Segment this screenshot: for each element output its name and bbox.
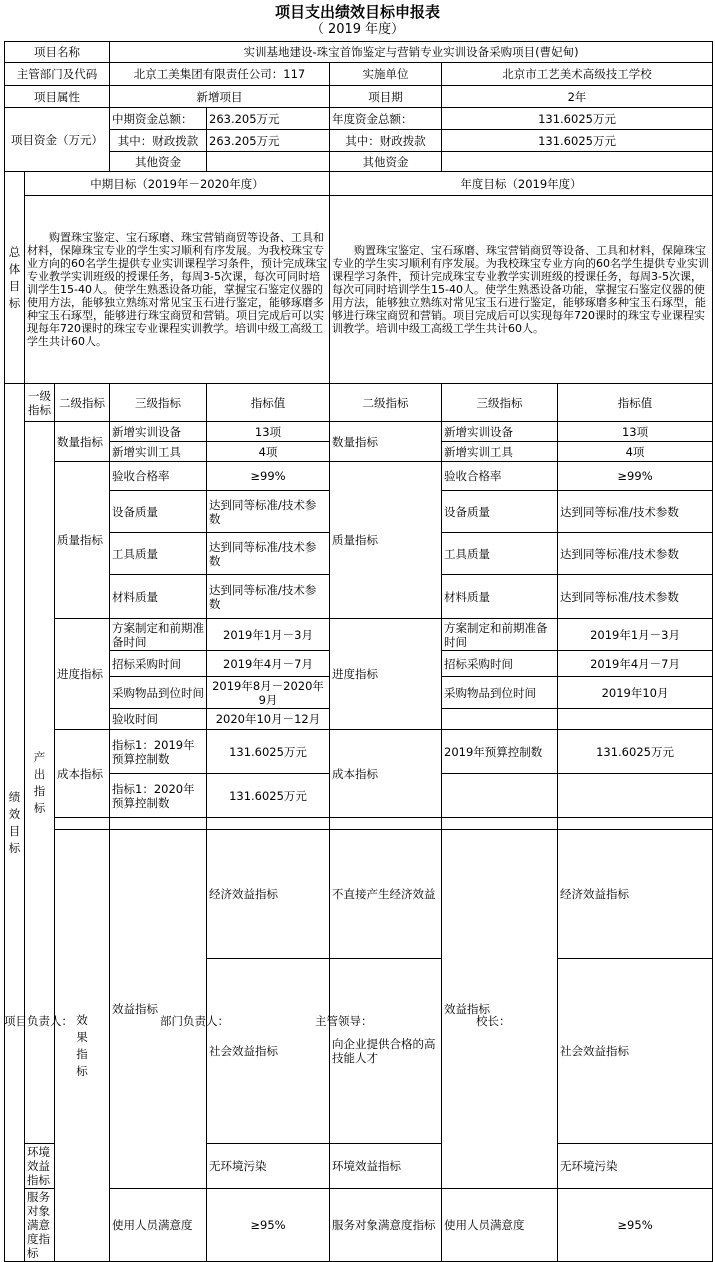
project-name-value: 实训基地建设-珠宝首饰鉴定与营销专业实训设备采购项目(曹妃甸) — [110, 42, 713, 63]
dept-value: 北京工美集团有限责任公司：117 — [110, 63, 330, 86]
value-cell: 达到同等标准/技术参数 — [207, 575, 330, 619]
lvl3-cell: 验收合格率 — [110, 462, 207, 491]
progress-label-b: 进度指标 — [330, 619, 442, 730]
cost-label: 成本指标 — [55, 730, 110, 818]
attr-row — [5, 86, 713, 108]
header-value: 指标值 — [207, 384, 330, 422]
dept-lead-label: 部门负责人： — [160, 1014, 229, 1028]
year-other-value — [442, 152, 713, 172]
table-row — [5, 730, 713, 774]
value-cell: 2020年10月－12月 — [207, 709, 330, 730]
year-other-label: 其他资金 — [330, 152, 442, 172]
table-row — [5, 818, 713, 830]
satisfaction-label-b: 服务对象满意度指标 — [330, 1189, 442, 1262]
lvl3-cell: 指标1：2019年预算控制数 — [110, 730, 207, 774]
value-cell: 向企业提供合格的高技能人才 — [330, 959, 442, 1144]
form-year: （ 2019 年度） — [310, 22, 405, 37]
table-row — [5, 462, 713, 491]
cost-label-b: 成本指标 — [330, 730, 442, 818]
empty-cell — [442, 818, 558, 830]
year-fin-label: 其中：财政拨款 — [330, 130, 442, 152]
value-cell: 2019年8月－2020年9月 — [207, 677, 330, 709]
table-row — [5, 619, 713, 651]
value-cell: 达到同等标准/技术参数 — [207, 533, 330, 575]
header-lvl1: 一级指标 — [25, 384, 55, 422]
signature-footer — [0, 1013, 715, 1031]
goals-text-row — [5, 196, 713, 384]
value-cell: 2019年4月－7月 — [207, 651, 330, 677]
lvl3-cell-b: 社会效益指标 — [558, 959, 713, 1144]
principal-label: 校长： — [476, 1014, 511, 1028]
value-cell-b: 达到同等标准/技术参数 — [558, 575, 713, 619]
empty-cell — [330, 818, 442, 830]
value-cell-b — [558, 709, 713, 730]
year-total-label: 年度资金总额： — [330, 108, 442, 130]
form-title: 项目支出绩效目标申报表 — [274, 3, 440, 21]
value-cell-b: 13项 — [558, 422, 713, 442]
value-cell-b: 2019年4月－7月 — [558, 651, 713, 677]
value-cell-b: 达到同等标准/技术参数 — [558, 491, 713, 533]
value-cell-b: 达到同等标准/技术参数 — [558, 533, 713, 575]
lvl3-cell: 社会效益指标 — [207, 959, 330, 1144]
value-cell: 13项 — [207, 422, 330, 442]
lvl3-cell-b: 采购物品到位时间 — [442, 677, 558, 709]
value-cell-b: ≥99% — [558, 462, 713, 491]
value-cell: 不直接产生经济效益 — [330, 830, 442, 959]
value-cell: 无环境污染 — [207, 1144, 330, 1189]
lvl3-cell-b: 工具质量 — [442, 533, 558, 575]
value-cell-b: 131.6025万元 — [558, 730, 713, 774]
header-value-b: 指标值 — [558, 384, 713, 422]
goals-header-row — [5, 172, 713, 196]
value-cell: 4项 — [207, 442, 330, 462]
quality-label-b: 质量指标 — [330, 462, 442, 619]
value-cell-b — [558, 774, 713, 818]
lvl3-cell: 指标1：2020年预算控制数 — [110, 774, 207, 818]
lvl3-cell: 方案制定和前期准备时间 — [110, 619, 207, 651]
lvl3-cell: 验收时间 — [110, 709, 207, 730]
indicator-header-row — [5, 384, 713, 422]
output-indicator-label: 产 出 指 标 — [25, 422, 55, 1144]
value-cell: ≥95% — [207, 1189, 330, 1262]
lvl3-cell-b: 新增实训工具 — [442, 442, 558, 462]
table-row — [5, 1189, 713, 1262]
attr-label: 项目属性 — [5, 86, 110, 108]
lvl3-cell: 材料质量 — [110, 575, 207, 619]
value-cell: ≥99% — [207, 462, 330, 491]
lvl3-cell-b: 招标采购时间 — [442, 651, 558, 677]
project-name-row — [5, 42, 713, 63]
lvl3-cell: 采购物品到位时间 — [110, 677, 207, 709]
year-goal-text: 购置珠宝鉴定、宝石琢磨、珠宝营销商贸等设备、工具和材料，保障珠宝专业的学生实习顺利有序发展。为我校珠宝专业方向的60名学生提供专业实训课程学习条件，预计完成珠宝专业教学实训班级的授课任务，每周3-5次课，每次可同时培训学生15-40人。使学生熟悉设备功能，掌握宝石鉴定仪器的使用方法，能够独立熟练对常见宝玉石进行鉴定，能够琢磨多种宝玉石琢型，能够进行珠宝商贸和营销。项目完成后可以实现每年720课时的珠宝专业课程实训教学。培训中级工高级工学生共计60人。 — [330, 196, 713, 384]
lvl3-cell: 新增实训工具 — [110, 442, 207, 462]
project-name-label: 项目名称 — [5, 42, 110, 63]
header-lvl3-b: 三级指标 — [442, 384, 558, 422]
value-cell: 131.6025万元 — [207, 730, 330, 774]
value-cell-b: ≥95% — [558, 1189, 713, 1262]
quality-label: 质量指标 — [55, 462, 110, 619]
mid-other-value — [207, 152, 330, 172]
empty-cell — [110, 818, 207, 830]
satisfaction-label: 服务对象满意度指标 — [25, 1189, 55, 1262]
lvl3-cell: 经济效益指标 — [207, 830, 330, 959]
quantity-label-b: 数量指标 — [330, 422, 442, 462]
header-lvl3: 三级指标 — [110, 384, 207, 422]
mid-goal-header: 中期目标（2019年－2020年度） — [25, 172, 330, 196]
effect-indicator-label: 效 果 指 标 — [55, 830, 110, 1262]
lvl3-cell-b: 设备质量 — [442, 491, 558, 533]
lvl3-cell-b: 材料质量 — [442, 575, 558, 619]
mid-fin-label: 其中：财政拨款 — [110, 130, 207, 152]
period-value: 2年 — [442, 86, 713, 108]
funds-total-row — [5, 108, 713, 130]
funds-fin-row — [5, 130, 713, 152]
benefit-label-b: 效益指标 — [442, 830, 558, 1189]
performance-table — [4, 41, 713, 1262]
dept-label: 主管部门及代码 — [5, 63, 110, 86]
supervisor-label: 主管领导： — [315, 1014, 373, 1028]
value-cell: 达到同等标准/技术参数 — [207, 491, 330, 533]
value-cell-b: 4项 — [558, 442, 713, 462]
mid-total-value: 263.205万元 — [207, 108, 330, 130]
empty-cell — [55, 818, 110, 830]
lvl3-cell-b: 验收合格率 — [442, 462, 558, 491]
lvl3-cell: 环境效益指标 — [25, 1144, 55, 1189]
funds-other-row — [5, 152, 713, 172]
table-row — [5, 422, 713, 442]
lvl3-cell: 工具质量 — [110, 533, 207, 575]
performance-goal-label: 绩 效 目 标 — [5, 384, 25, 1262]
header-lvl2: 二级指标 — [55, 384, 110, 422]
lvl3-cell: 设备质量 — [110, 491, 207, 533]
lvl3-cell-b: 环境效益指标 — [330, 1144, 442, 1189]
lvl3-cell-b — [442, 774, 558, 818]
value-cell: 2019年1月－3月 — [207, 619, 330, 651]
progress-label: 进度指标 — [55, 619, 110, 730]
value-cell-b: 2019年1月－3月 — [558, 619, 713, 651]
overall-goal-label: 总 体 目 标 — [5, 172, 25, 384]
header-lvl2-b: 二级指标 — [330, 384, 442, 422]
dept-row — [5, 63, 713, 86]
lvl3-cell-b: 2019年预算控制数 — [442, 730, 558, 774]
mid-other-label: 其他资金 — [110, 152, 207, 172]
lvl3-cell-b — [442, 709, 558, 730]
empty-cell — [558, 818, 713, 830]
lvl3-cell: 招标采购时间 — [110, 651, 207, 677]
unit-value: 北京市工艺美术高级技工学校 — [442, 63, 713, 86]
period-label: 项目期 — [330, 86, 442, 108]
benefit-label: 效益指标 — [110, 830, 207, 1189]
mid-total-label: 中期资金总额： — [110, 108, 207, 130]
empty-cell — [207, 818, 330, 830]
lvl3-cell-b: 经济效益指标 — [558, 830, 713, 959]
value-cell-b: 无环境污染 — [558, 1144, 713, 1189]
year-goal-header: 年度目标（2019年度） — [330, 172, 713, 196]
funds-label: 项目资金（万元） — [5, 108, 110, 172]
unit-label: 实施单位 — [330, 63, 442, 86]
value-cell: 131.6025万元 — [207, 774, 330, 818]
value-cell-b: 2019年10月 — [558, 677, 713, 709]
quantity-label: 数量指标 — [55, 422, 110, 462]
table-row — [5, 830, 713, 959]
project-lead-label: 项目负责人： — [4, 1014, 73, 1028]
year-fin-value: 131.6025万元 — [442, 130, 713, 152]
lvl3-cell: 新增实训设备 — [110, 422, 207, 442]
lvl3-cell: 使用人员满意度 — [110, 1189, 207, 1262]
lvl3-cell-b: 使用人员满意度 — [442, 1189, 558, 1262]
mid-goal-text: 购置珠宝鉴定、宝石琢磨、珠宝营销商贸等设备、工具和材料，保障珠宝专业的学生实习顺利有序发展。为我校珠宝专业方向的60名学生提供专业实训课程学习条件，预计完成珠宝专业教学实训班级的授课任务，每周3-5次课，每次可同时培训学生15-40人。使学生熟悉设备功能，掌握宝石鉴定仪器的使用方法，能够独立熟练对常见宝玉石进行鉴定，能够琢磨多种宝玉石琢型，能够进行珠宝商贸和营销。项目完成后可以实现每年720课时的珠宝专业课程实训教学。培训中级工高级工学生共计60人。 — [25, 196, 330, 384]
year-total-value: 131.6025万元 — [442, 108, 713, 130]
lvl3-cell-b: 方案制定和前期准备时间 — [442, 619, 558, 651]
attr-value: 新增项目 — [110, 86, 330, 108]
mid-fin-value: 263.205万元 — [207, 130, 330, 152]
lvl3-cell-b: 新增实训设备 — [442, 422, 558, 442]
